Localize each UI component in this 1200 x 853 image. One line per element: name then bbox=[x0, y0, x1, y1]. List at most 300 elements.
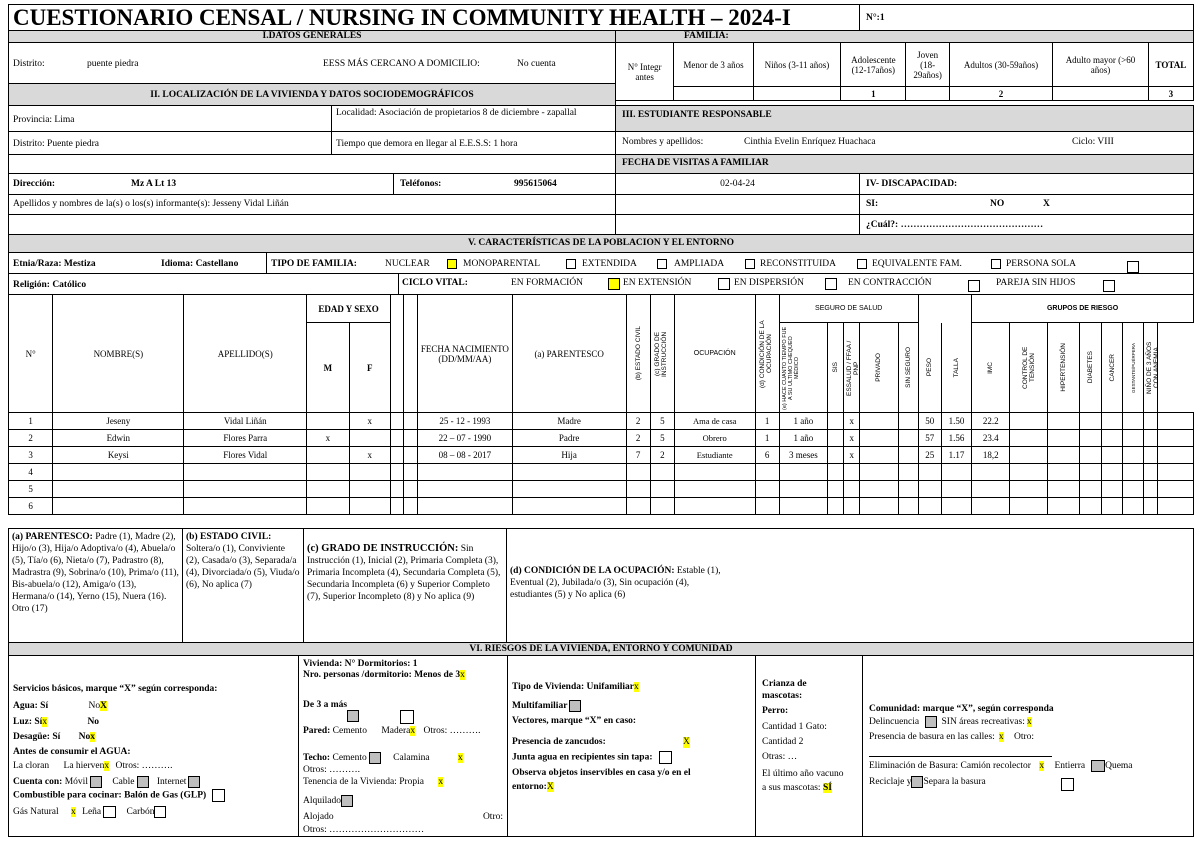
member-cell-cond bbox=[755, 464, 779, 481]
member-cell-empty bbox=[1102, 447, 1123, 464]
basura-calles: Presencia de basura en las calles: bbox=[869, 732, 995, 742]
member-cell-empty bbox=[390, 498, 403, 515]
member-cell-peso: 50 bbox=[918, 413, 941, 430]
member-cell-cond bbox=[755, 481, 779, 498]
member-cell-f bbox=[349, 430, 390, 447]
col-blank-a bbox=[390, 295, 403, 413]
member-cell-empty bbox=[1047, 481, 1079, 498]
idioma: Idioma: Castellano bbox=[161, 259, 239, 269]
col-fecha: FECHA NACIMIENTO (DD/MM/AA) bbox=[418, 295, 513, 413]
member-cell-ec bbox=[626, 464, 650, 481]
discapacidad-cual bbox=[859, 214, 1194, 235]
tf-ampliada-checkbox[interactable] bbox=[745, 259, 755, 269]
informante: Apellidos y nombres de la(s) o los(s) informante(s): Jesseny Vidal Liñán bbox=[8, 194, 616, 215]
agua-no: No bbox=[88, 701, 101, 711]
tf-monoparental-checkbox[interactable] bbox=[566, 259, 576, 269]
tf-extendida: EXTENDIDA bbox=[582, 259, 637, 269]
familia-val-menor3 bbox=[674, 87, 753, 101]
la-hierven: La hierven bbox=[63, 761, 105, 771]
member-cell-peso: 25 bbox=[918, 447, 941, 464]
col-nombre: NOMBRE(S) bbox=[53, 295, 184, 413]
member-cell-empty bbox=[1158, 447, 1194, 464]
member-cell-empty bbox=[403, 481, 417, 498]
member-cell-imc bbox=[972, 498, 1010, 515]
member-cell-empty bbox=[1158, 413, 1194, 430]
member-cell-empty bbox=[1123, 430, 1144, 447]
de3-checkbox-2[interactable] bbox=[400, 710, 414, 724]
member-cell-priv bbox=[860, 481, 898, 498]
member-cell-imc: 22.2 bbox=[972, 413, 1010, 430]
de3-checkbox[interactable] bbox=[347, 710, 359, 722]
col-diabetes: DIABETES bbox=[1086, 351, 1094, 384]
col-blank-c bbox=[918, 295, 971, 323]
glp-checkbox[interactable] bbox=[212, 789, 225, 802]
pared: Pared: bbox=[303, 726, 331, 736]
member-cell-sis bbox=[828, 464, 844, 481]
member-cell-f: x bbox=[349, 413, 390, 430]
member-cell-empty bbox=[1144, 413, 1158, 430]
familia-col-integrantes: N° Integr antes bbox=[616, 43, 674, 101]
form-number-cell bbox=[859, 4, 1194, 31]
member-cell-parentesco bbox=[512, 464, 626, 481]
sin-areas: SIN áreas recreativas: bbox=[941, 717, 1025, 728]
junta-agua: Junta agua en recipientes sin tapa: bbox=[512, 752, 653, 763]
tenencia: Tenencia de la Vivienda: Propia bbox=[303, 777, 424, 787]
cv-formacion: EN FORMACIÓN bbox=[511, 278, 584, 288]
servicios-title: Servicios básicos, marque “X” según corresponda: bbox=[13, 684, 218, 694]
member-cell-nombre bbox=[53, 481, 184, 498]
member-cell-talla bbox=[941, 481, 971, 498]
tf-nuclear-checkbox[interactable] bbox=[447, 259, 457, 269]
legend-condicion bbox=[506, 528, 1194, 643]
member-cell-ocup bbox=[674, 481, 755, 498]
cv-formacion-checkbox[interactable] bbox=[608, 278, 620, 290]
member-cell-empty bbox=[1102, 413, 1123, 430]
blank-visita-1 bbox=[615, 194, 860, 215]
col-peso: PESO bbox=[926, 358, 934, 377]
member-cell-peso bbox=[918, 481, 941, 498]
tipo-vivienda-panel bbox=[507, 655, 756, 837]
member-cell-peso bbox=[918, 464, 941, 481]
member-cell-fecha bbox=[418, 481, 513, 498]
member-cell-talla: 1.56 bbox=[941, 430, 971, 447]
divider bbox=[266, 253, 267, 274]
member-cell-gi bbox=[650, 498, 674, 515]
combustible: Combustible para cocinar: Balón de Gas (GLP) bbox=[13, 790, 207, 801]
member-cell-hace bbox=[779, 498, 827, 515]
tf-reconstituida-checkbox[interactable] bbox=[857, 259, 867, 269]
cable-checkbox[interactable] bbox=[137, 776, 149, 788]
member-cell-priv bbox=[860, 498, 898, 515]
col-edad-sexo: EDAD Y SEXO bbox=[307, 295, 391, 323]
member-cell-apellido bbox=[184, 481, 307, 498]
cuenta-con: Cuenta con: bbox=[13, 777, 63, 788]
member-cell-ec: 7 bbox=[626, 447, 650, 464]
member-cell-ec: 2 bbox=[626, 430, 650, 447]
comunidad-panel bbox=[862, 655, 1194, 837]
cantidad-2: Cantidad 2 bbox=[762, 737, 804, 747]
member-cell-empty bbox=[1010, 430, 1047, 447]
reciclaje-checkbox[interactable] bbox=[911, 776, 923, 788]
member-cell-m: x bbox=[307, 430, 349, 447]
member-cell-apellido: Flores Vidal bbox=[184, 447, 307, 464]
techo-otros: Otros: ………. bbox=[303, 765, 360, 775]
member-cell-peso: 57 bbox=[918, 430, 941, 447]
member-row bbox=[9, 413, 1194, 430]
member-cell-m bbox=[307, 481, 349, 498]
de-3-a-mas: De 3 a más bbox=[303, 700, 348, 710]
personas-dormitorio: Nro. personas /dormitorio: Menos de 3 bbox=[303, 670, 461, 680]
col-grado: (c) GRADO DE INSTRUCCIÓN bbox=[654, 330, 669, 377]
familia-val-ninos bbox=[753, 87, 840, 101]
fecha-visitas-header: FECHA DE VISITAS A FAMILIAR bbox=[615, 154, 1194, 174]
member-cell-sis bbox=[828, 447, 844, 464]
eess-label: EESS MÁS CERCANO A DOMICILIO: bbox=[323, 59, 480, 69]
form-title: CUESTIONARIO CENSAL / NURSING IN COMMUNITY HEALTH – 2024-I bbox=[13, 5, 791, 30]
etnia: Etnia/Raza: Mestiza bbox=[13, 259, 96, 269]
quema: Quema bbox=[1105, 761, 1133, 772]
tf-ampliada: AMPLIADA bbox=[674, 259, 725, 269]
member-row bbox=[9, 498, 1194, 515]
member-cell-priv bbox=[860, 430, 898, 447]
legend-parentesco-text: Padre (1), Madre (2), Hijo/o (3), Hija/o Adoptiva/o (4), Abuela/o (5), Tía/o (6), Nieta/o (7), Padrastro (8), Madrastra (9), Sobrina/o (10), Prima/o (11), Bis-abuela/o (12), Amiga/o (13), Hermana/o (14), Yerno (15), Nuera (16). Otro (17) bbox=[12, 532, 179, 614]
member-cell-empty bbox=[1102, 464, 1123, 481]
servicios-panel bbox=[8, 655, 299, 837]
member-cell-sin bbox=[898, 498, 918, 515]
member-cell-ec bbox=[626, 481, 650, 498]
member-cell-ocup: Estudiante bbox=[674, 447, 755, 464]
tf-equivalente-checkbox[interactable] bbox=[991, 259, 1001, 269]
member-cell-cond bbox=[755, 498, 779, 515]
col-f: F bbox=[349, 323, 390, 413]
member-cell-nombre bbox=[53, 498, 184, 515]
la-cloran: La cloran bbox=[13, 761, 50, 771]
col-talla: TALLA bbox=[953, 357, 960, 377]
member-cell-cond: 1 bbox=[755, 430, 779, 447]
member-cell-ocup bbox=[674, 464, 755, 481]
member-cell-hace: 1 año bbox=[779, 413, 827, 430]
member-cell-talla bbox=[941, 498, 971, 515]
member-cell-empty bbox=[403, 498, 417, 515]
member-cell-parentesco: Padre bbox=[512, 430, 626, 447]
member-cell-nombre: Keysi bbox=[53, 447, 184, 464]
member-cell-nombre: Edwin bbox=[53, 430, 184, 447]
member-cell-empty bbox=[1102, 430, 1123, 447]
member-cell-n: 5 bbox=[9, 481, 53, 498]
member-cell-sis bbox=[828, 413, 844, 430]
telefonos-cell bbox=[393, 173, 616, 195]
datos-generales-header: I.DATOS GENERALES bbox=[8, 30, 616, 43]
tf-equivalente: EQUIVALENTE FAM. bbox=[872, 259, 962, 269]
member-cell-empty bbox=[403, 413, 417, 430]
member-cell-f bbox=[349, 481, 390, 498]
familia-table bbox=[615, 42, 1194, 101]
member-cell-imc: 23.4 bbox=[972, 430, 1010, 447]
col-hace-cuanto: (e) HACE CUANTO TIEMPO FUE A SU ULTIMO CHEQUEO MÉDICO bbox=[781, 325, 800, 410]
zancudos-mark: X bbox=[683, 737, 690, 747]
member-cell-cond: 1 bbox=[755, 413, 779, 430]
member-cell-sin bbox=[898, 413, 918, 430]
estudiante-row bbox=[615, 131, 1194, 155]
member-cell-empty bbox=[1102, 498, 1123, 515]
member-cell-empty bbox=[390, 447, 403, 464]
carbon-checkbox[interactable] bbox=[154, 806, 166, 818]
tf-extendida-checkbox[interactable] bbox=[657, 259, 667, 269]
legend-grado-text: Sin Instrucción (1), Inicial (2), Primaria Completa (3), Primaria Incompleta (4), Secundaria Completa (5), Secundaria Incompleta (6) y Superior Completo (7), Superior Incompleto (8) y No aplica (9) bbox=[307, 544, 501, 602]
member-row bbox=[9, 447, 1194, 464]
legend-parentesco-title: (a) PARENTESCO: bbox=[12, 532, 93, 542]
col-seguro: SEGURO DE SALUD bbox=[779, 295, 918, 323]
personas-mark: x bbox=[460, 670, 465, 680]
cv-dispersion: EN DISPERSIÓN bbox=[734, 278, 804, 288]
caracteristicas-header: V. CARACTERÍSTICAS DE LA POBLACION Y EL ENTORNO bbox=[8, 234, 1194, 253]
ciclo-vital-label: CICLO VITAL: bbox=[402, 278, 468, 288]
member-cell-apellido bbox=[184, 464, 307, 481]
familia-val-adulto-mayor bbox=[1053, 87, 1148, 101]
member-cell-sis bbox=[828, 498, 844, 515]
familia-header: FAMILIA: bbox=[615, 30, 1194, 43]
separa-checkbox[interactable] bbox=[1061, 778, 1074, 791]
member-cell-talla bbox=[941, 464, 971, 481]
member-cell-empty bbox=[403, 464, 417, 481]
member-cell-m bbox=[307, 447, 349, 464]
member-cell-empty bbox=[1123, 498, 1144, 515]
member-cell-cond: 6 bbox=[755, 447, 779, 464]
tf-monoparental: MONOPARENTAL bbox=[463, 259, 541, 269]
techo-cemento-checkbox[interactable] bbox=[369, 752, 381, 764]
separa-basura: Separa la basura bbox=[923, 777, 986, 788]
member-cell-ec: 2 bbox=[626, 413, 650, 430]
cv-dispersion-checkbox[interactable] bbox=[825, 278, 837, 290]
member-cell-empty bbox=[1144, 498, 1158, 515]
delincuencia-checkbox[interactable] bbox=[925, 716, 937, 728]
vacuno-mark: SÍ bbox=[822, 783, 832, 793]
member-cell-empty bbox=[1047, 447, 1079, 464]
lena-checkbox[interactable] bbox=[103, 806, 116, 818]
vectores: Vectores, marque “X” en caso: bbox=[512, 716, 637, 726]
member-cell-empty bbox=[1144, 447, 1158, 464]
member-cell-empty bbox=[1102, 481, 1123, 498]
member-cell-n: 2 bbox=[9, 430, 53, 447]
lena: Leña bbox=[82, 807, 102, 818]
member-cell-empty bbox=[1123, 447, 1144, 464]
member-cell-hace bbox=[779, 481, 827, 498]
tenencia-mark: x bbox=[438, 777, 444, 787]
tf-nuclear: NUCLEAR bbox=[385, 259, 430, 269]
member-cell-empty bbox=[1079, 498, 1101, 515]
provincia: Provincia: Lima bbox=[8, 105, 332, 132]
disc-cual: ¿Cuál?: ……………………………………… bbox=[866, 220, 1044, 230]
otros-agua: Otros: ………. bbox=[115, 761, 173, 771]
blank-visita-2 bbox=[615, 214, 860, 235]
ciclo-value: Ciclo: VIII bbox=[1072, 137, 1114, 147]
member-cell-empty bbox=[1079, 447, 1101, 464]
member-cell-talla: 1.50 bbox=[941, 413, 971, 430]
agua-si: Agua: Sí bbox=[13, 701, 49, 711]
member-cell-imc: 18,2 bbox=[972, 447, 1010, 464]
legend-parentesco bbox=[8, 528, 183, 643]
member-cell-parentesco: Hija bbox=[512, 447, 626, 464]
techo: Techo: bbox=[303, 753, 331, 764]
member-cell-sis bbox=[828, 481, 844, 498]
member-cell-imc bbox=[972, 464, 1010, 481]
entierra-checkbox[interactable] bbox=[1091, 760, 1105, 772]
member-cell-apellido bbox=[184, 498, 307, 515]
pared-madera: Madera bbox=[381, 726, 411, 736]
member-cell-ocup: Obrero bbox=[674, 430, 755, 447]
internet-checkbox[interactable] bbox=[188, 776, 200, 788]
title-cell bbox=[8, 4, 860, 31]
cv-contraccion-checkbox[interactable] bbox=[968, 280, 980, 292]
perro: Perro: bbox=[762, 706, 789, 716]
member-cell-essalud: x bbox=[844, 430, 860, 447]
member-cell-empty bbox=[1144, 430, 1158, 447]
desague-mark: x bbox=[90, 732, 95, 742]
familia-col-joven: Joven (18-29años) bbox=[906, 43, 949, 87]
dormitorios: Vivienda: N° Dormitorios: 1 bbox=[303, 659, 418, 669]
alojado: Alojado bbox=[303, 812, 334, 822]
col-num: N° bbox=[9, 295, 53, 413]
multifamiliar: Multifamiliar bbox=[512, 701, 568, 712]
cv-pareja: PAREJA SIN HIJOS bbox=[996, 278, 1076, 288]
legend-condicion-text: Estable (1), Eventual (2), Jubilada/o (3), Sin ocupación (4), estudiantes (5) y No aplica (6) bbox=[510, 566, 721, 600]
basura-mark: x bbox=[998, 732, 1004, 742]
otros-label: Otro: bbox=[482, 812, 503, 822]
familia-val-joven bbox=[906, 87, 949, 101]
member-cell-ocup: Ama de casa bbox=[674, 413, 755, 430]
member-cell-empty bbox=[1047, 464, 1079, 481]
member-cell-n: 6 bbox=[9, 498, 53, 515]
col-ocupacion: OCUPACIÓN bbox=[674, 295, 755, 413]
member-cell-sin bbox=[898, 430, 918, 447]
member-cell-parentesco: Madre bbox=[512, 413, 626, 430]
member-cell-f bbox=[349, 498, 390, 515]
members-table bbox=[8, 294, 1194, 515]
eess-value: No cuenta bbox=[517, 59, 556, 69]
member-cell-empty bbox=[390, 481, 403, 498]
member-cell-empty bbox=[1047, 498, 1079, 515]
member-cell-hace bbox=[779, 464, 827, 481]
hierven-mark: x bbox=[104, 761, 110, 771]
member-cell-empty bbox=[1158, 498, 1194, 515]
junta-agua-checkbox[interactable] bbox=[659, 751, 672, 764]
member-cell-fecha: 25 - 12 - 1993 bbox=[418, 413, 513, 430]
member-cell-empty bbox=[390, 430, 403, 447]
member-cell-empty bbox=[1079, 430, 1101, 447]
localidad: Localidad: Asociación de propietarios 8 de diciembre - zapallal bbox=[331, 105, 616, 132]
member-cell-m bbox=[307, 464, 349, 481]
gas-natural: Gás Natural bbox=[13, 807, 59, 818]
agua-mark: X bbox=[100, 701, 107, 711]
legend-estado-title: (b) ESTADO CIVIL: bbox=[186, 532, 272, 542]
member-cell-imc bbox=[972, 481, 1010, 498]
form-number: N°:1 bbox=[866, 13, 885, 23]
member-cell-empty bbox=[1047, 413, 1079, 430]
familia-col-adolescente: Adolescente (12-17años) bbox=[841, 43, 906, 87]
techo-cemento: Cemento bbox=[332, 753, 367, 764]
distrito-label: Distrito: bbox=[13, 59, 45, 69]
familia-col-adultos: Adultos (30-59años) bbox=[949, 43, 1053, 87]
member-cell-apellido: Vidal Liñán bbox=[184, 413, 307, 430]
carbon: Carbón bbox=[126, 807, 155, 818]
nombres-label: Nombres y apellidos: bbox=[622, 137, 704, 147]
member-cell-gi bbox=[650, 481, 674, 498]
col-estado-civil: (b) ESTADO CIVIL bbox=[634, 326, 642, 381]
cv-pareja-checkbox[interactable] bbox=[1103, 280, 1115, 292]
legend-estado bbox=[182, 528, 304, 643]
col-condicion: (d) CONDICIÓN DE LA OCUPACIÓN bbox=[759, 319, 774, 388]
member-cell-empty bbox=[1144, 481, 1158, 498]
familia-val-total: 3 bbox=[1148, 87, 1193, 101]
crianza: Crianza de mascotas: bbox=[762, 679, 807, 701]
member-cell-gi: 5 bbox=[650, 413, 674, 430]
member-cell-empty bbox=[1010, 447, 1047, 464]
alquilado-checkbox[interactable] bbox=[341, 795, 353, 807]
col-grupos: GRUPOS DE RIESGO bbox=[972, 295, 1194, 323]
delincuencia: Delincuencia bbox=[869, 717, 920, 728]
tipo-vivienda: Tipo de Vivienda: Unifamiliar bbox=[512, 682, 635, 692]
cv-contraccion: EN CONTRACCIÓN bbox=[848, 278, 932, 288]
member-cell-sin bbox=[898, 464, 918, 481]
member-cell-empty bbox=[1158, 464, 1194, 481]
member-cell-gi: 2 bbox=[650, 447, 674, 464]
tf-persona-sola-checkbox[interactable] bbox=[1127, 261, 1139, 273]
discapacidad-header: IV- DISCAPACIDAD: bbox=[859, 173, 1194, 195]
member-cell-priv bbox=[860, 447, 898, 464]
disc-no: NO bbox=[990, 199, 1005, 209]
col-control: CONTROL DE TENSIÓN bbox=[1021, 346, 1036, 389]
member-cell-sis bbox=[828, 430, 844, 447]
multifamiliar-checkbox[interactable] bbox=[569, 700, 581, 712]
movil-checkbox[interactable] bbox=[90, 776, 102, 788]
member-cell-empty bbox=[390, 464, 403, 481]
separator-line bbox=[869, 756, 1052, 757]
otros-dots: Otros: ………………………… bbox=[303, 825, 425, 835]
member-cell-fecha bbox=[418, 498, 513, 515]
member-row bbox=[9, 481, 1194, 498]
member-cell-parentesco bbox=[512, 498, 626, 515]
member-cell-hace: 1 año bbox=[779, 430, 827, 447]
member-row bbox=[9, 430, 1194, 447]
member-cell-gi bbox=[650, 464, 674, 481]
col-nino-anemia: NIÑO DE 3 AÑOS CON ANEMIA bbox=[1146, 341, 1161, 394]
sin-areas-mark: x bbox=[1026, 717, 1032, 728]
legend-grado-title: (c) GRADO DE INSTRUCCIÓN: bbox=[307, 543, 459, 554]
member-cell-fecha: 22 – 07 - 1990 bbox=[418, 430, 513, 447]
direccion-value: Mz A Lt 13 bbox=[131, 179, 177, 189]
cv-extension-checkbox[interactable] bbox=[718, 278, 730, 290]
member-cell-empty bbox=[1010, 464, 1047, 481]
member-cell-empty bbox=[1047, 430, 1079, 447]
fecha-visita-value: 02-04-24 bbox=[615, 173, 860, 195]
col-cancer: CANCER bbox=[1108, 353, 1116, 382]
member-cell-nombre: Jeseny bbox=[53, 413, 184, 430]
member-cell-empty bbox=[1079, 481, 1101, 498]
member-cell-empty bbox=[390, 413, 403, 430]
member-cell-empty bbox=[1123, 413, 1144, 430]
antes-agua: Antes de consumir el AGUA: bbox=[13, 747, 131, 757]
nombres-value: Cinthia Evelin Enríquez Huachaca bbox=[744, 137, 876, 147]
distrito-loc: Distrito: Puente piedra bbox=[8, 131, 332, 155]
census-form bbox=[8, 4, 1194, 844]
estudiante-header: III. ESTUDIANTE RESPONSABLE bbox=[615, 105, 1194, 132]
disc-si: SI: bbox=[866, 199, 879, 209]
observa: Observa objetos inservibles en casa y/o en el entorno: bbox=[512, 768, 691, 792]
member-cell-priv bbox=[860, 464, 898, 481]
luz-mark: x bbox=[42, 717, 48, 727]
movil: Móvil bbox=[64, 777, 88, 788]
calamina-mark: x bbox=[457, 753, 463, 764]
